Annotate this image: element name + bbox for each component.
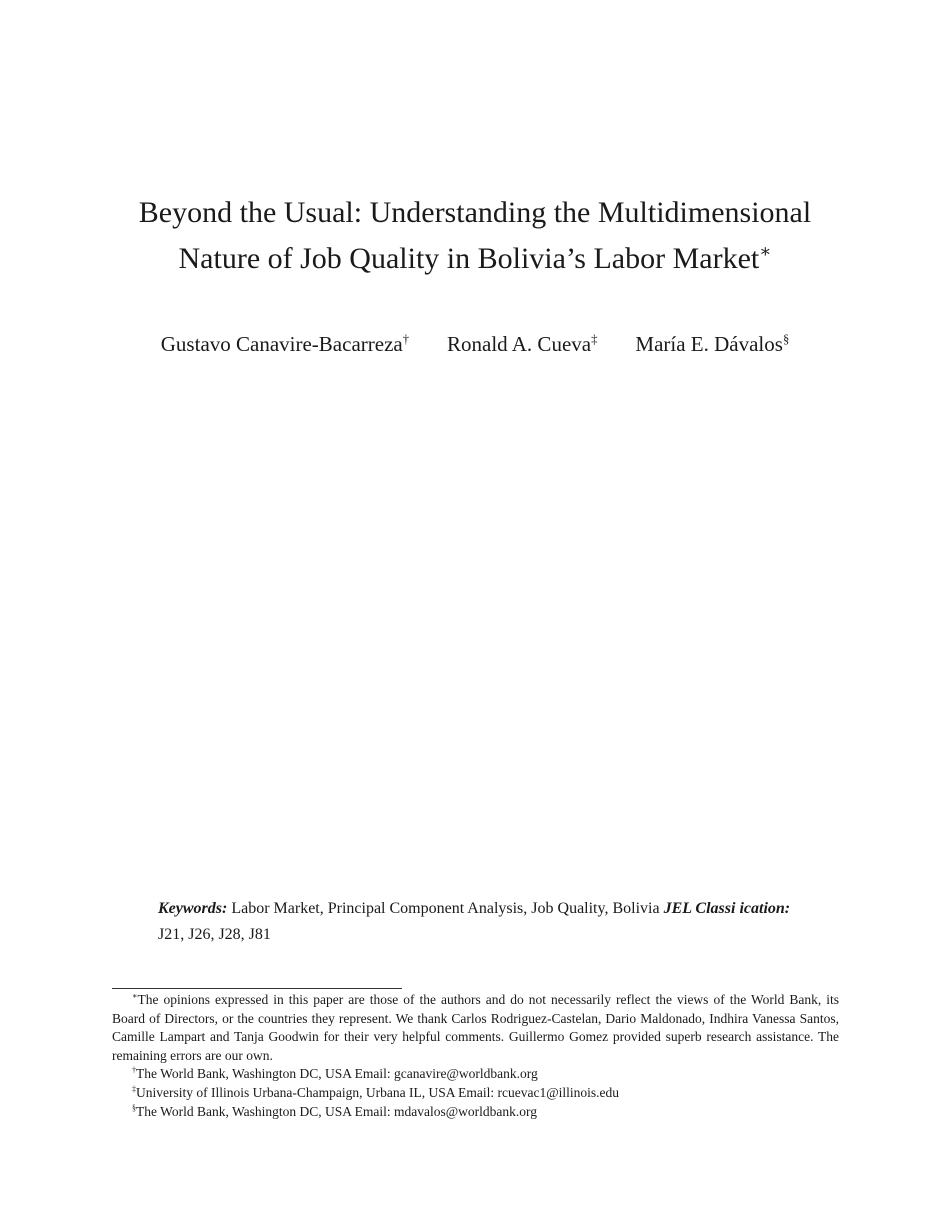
footnote-3 [112,1084,839,1103]
author-list [60,332,890,357]
keywords-block [158,896,798,948]
keywords-label: Keywords: [158,900,228,917]
author-name: Gustavo Canavire-Bacarreza [160,332,403,356]
keywords-text: Labor Market, Principal Component Analysis, Job Quality, Bolivia [231,900,660,917]
footnote-text: The World Bank, Washington DC, USA Email: gcanavire@worldbank.org [136,1066,538,1082]
author-3 [635,332,789,357]
author-footnote-marker[interactable]: ‡ [591,332,598,346]
footnote-marker: † [132,1065,137,1075]
author-1 [161,332,409,357]
footnote-text: The opinions expressed in this paper are those of the authors and do not necessarily reflect the views of the World Bank, its Board of Directors, or the countries they represent. We thank Carlos Rodriguez-Castelan, Dario Maldonado, Indhira Vanessa Santos, Camille Lampart and Tanja Goodwin for their very helpful comments. Guillermo Gomez provided superb research assistance. The remaining errors are our own. [112,992,839,1063]
footnote-text: The World Bank, Washington DC, USA Email: mdavalos@worldbank.org [136,1103,538,1119]
footnote-rule [112,988,402,989]
title-line-2-text: Nature of Job Quality in Bolivia’s Labor Market [178,242,760,275]
footnote-marker: ∗ [132,991,138,1001]
author-footnote-marker[interactable]: † [402,332,410,346]
footnote-2 [112,1065,839,1084]
jel-label: JEL Classi ication: [663,900,791,917]
author-2 [447,332,597,357]
author-name: María E. Dávalos [635,332,783,356]
jel-text: J21, J26, J28, J81 [158,926,271,943]
title-line-1: Beyond the Usual: Understanding the Multidimensional [138,196,812,229]
title-line-2 [90,236,860,282]
author-footnote-marker[interactable]: § [782,332,790,346]
footnote-marker: § [132,1103,137,1113]
footnote-marker: ‡ [132,1084,137,1094]
footnote-text: University of Illinois Urbana-Champaign, Urbana IL, USA Email: rcuevac1@illinois.edu [136,1084,619,1100]
footnote-1 [112,991,839,1065]
title-footnote-marker[interactable]: ∗ [759,241,772,261]
author-name: Ronald A. Cueva [447,332,592,356]
paper-title [90,190,860,282]
footnotes [112,991,839,1121]
footnote-4 [112,1103,839,1122]
